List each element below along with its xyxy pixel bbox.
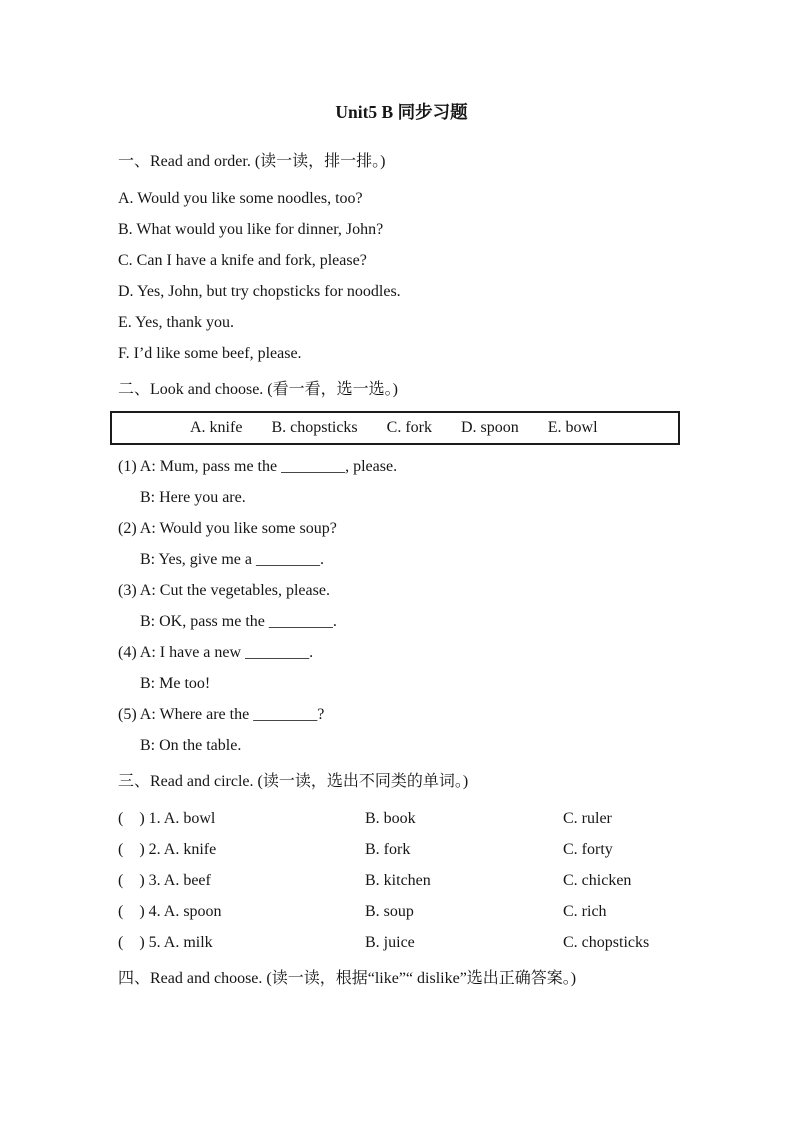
circle-row-3-option-a: ( ) 3. A. beef bbox=[118, 872, 211, 889]
word-bank-box bbox=[110, 411, 680, 445]
circle-row-3 bbox=[118, 865, 685, 896]
circle-row-3-option-c: C. chicken bbox=[563, 872, 632, 889]
dialog-4-line-a: (4) A: I have a new ________. bbox=[118, 644, 314, 661]
circle-row-4-option-c: C. rich bbox=[563, 903, 607, 920]
circle-row-5-option-b: B. juice bbox=[365, 934, 415, 951]
dialog-3-line-b: B: OK, pass me the ________. bbox=[140, 613, 337, 630]
order-item-a: A. Would you like some noodles, too? bbox=[118, 190, 363, 207]
page-title: Unit5 B 同步习题 bbox=[335, 102, 468, 122]
dialog-2-line-b: B: Yes, give me a ________. bbox=[140, 551, 324, 568]
word-bank-option-chopsticks: B. chopsticks bbox=[271, 419, 358, 436]
order-item-f: F. I’d like some beef, please. bbox=[118, 345, 302, 362]
circle-row-3-option-b: B. kitchen bbox=[365, 872, 431, 889]
word-bank-option-knife: A. knife bbox=[190, 419, 243, 436]
order-item-c: C. Can I have a knife and fork, please? bbox=[118, 252, 367, 269]
section-three-heading: 三、Read and circle. (读一读，选出不同类的单词。) bbox=[118, 773, 469, 790]
dialog-2-line-a: (2) A: Would you like some soup? bbox=[118, 520, 337, 537]
word-bank-option-bowl: E. bowl bbox=[547, 419, 598, 436]
dialog-1-line-b: B: Here you are. bbox=[140, 489, 246, 506]
order-item-b: B. What would you like for dinner, John? bbox=[118, 221, 384, 238]
circle-row-2-option-b: B. fork bbox=[365, 841, 411, 858]
word-bank-option-spoon: D. spoon bbox=[460, 419, 519, 436]
circle-row-4 bbox=[118, 896, 685, 927]
circle-row-4-option-b: B. soup bbox=[365, 903, 414, 920]
dialog-5-line-b: B: On the table. bbox=[140, 737, 242, 754]
circle-row-1-option-b: B. book bbox=[365, 810, 416, 827]
circle-row-4-option-a: ( ) 4. A. spoon bbox=[118, 903, 222, 920]
circle-row-5-option-c: C. chopsticks bbox=[563, 934, 650, 951]
dialog-3-line-a: (3) A: Cut the vegetables, please. bbox=[118, 582, 330, 599]
section-four-heading: 四、Read and choose. (读一读，根据“like”“ dislike”选出正确答案。) bbox=[118, 970, 577, 987]
circle-row-5-option-a: ( ) 5. A. milk bbox=[118, 934, 213, 951]
dialog-1-line-a: (1) A: Mum, pass me the ________, please. bbox=[118, 458, 398, 475]
circle-row-1 bbox=[118, 803, 685, 834]
order-item-e: E. Yes, thank you. bbox=[118, 314, 235, 331]
circle-row-1-option-c: C. ruler bbox=[563, 810, 612, 827]
order-item-d: D. Yes, John, but try chopsticks for noodles. bbox=[118, 283, 401, 300]
circle-row-2-option-a: ( ) 2. A. knife bbox=[118, 841, 217, 858]
circle-row-5 bbox=[118, 927, 685, 958]
dialog-4-line-b: B: Me too! bbox=[140, 675, 211, 692]
section-two-heading: 二、Look and choose. (看一看，选一选。) bbox=[118, 381, 398, 398]
circle-row-2 bbox=[118, 834, 685, 865]
section-one-heading: 一、Read and order. (读一读，排一排。) bbox=[118, 153, 386, 170]
circle-row-2-option-c: C. forty bbox=[563, 841, 613, 858]
word-bank-option-fork: C. fork bbox=[386, 419, 432, 436]
circle-row-1-option-a: ( ) 1. A. bowl bbox=[118, 810, 216, 827]
dialog-5-line-a: (5) A: Where are the ________? bbox=[118, 706, 325, 723]
